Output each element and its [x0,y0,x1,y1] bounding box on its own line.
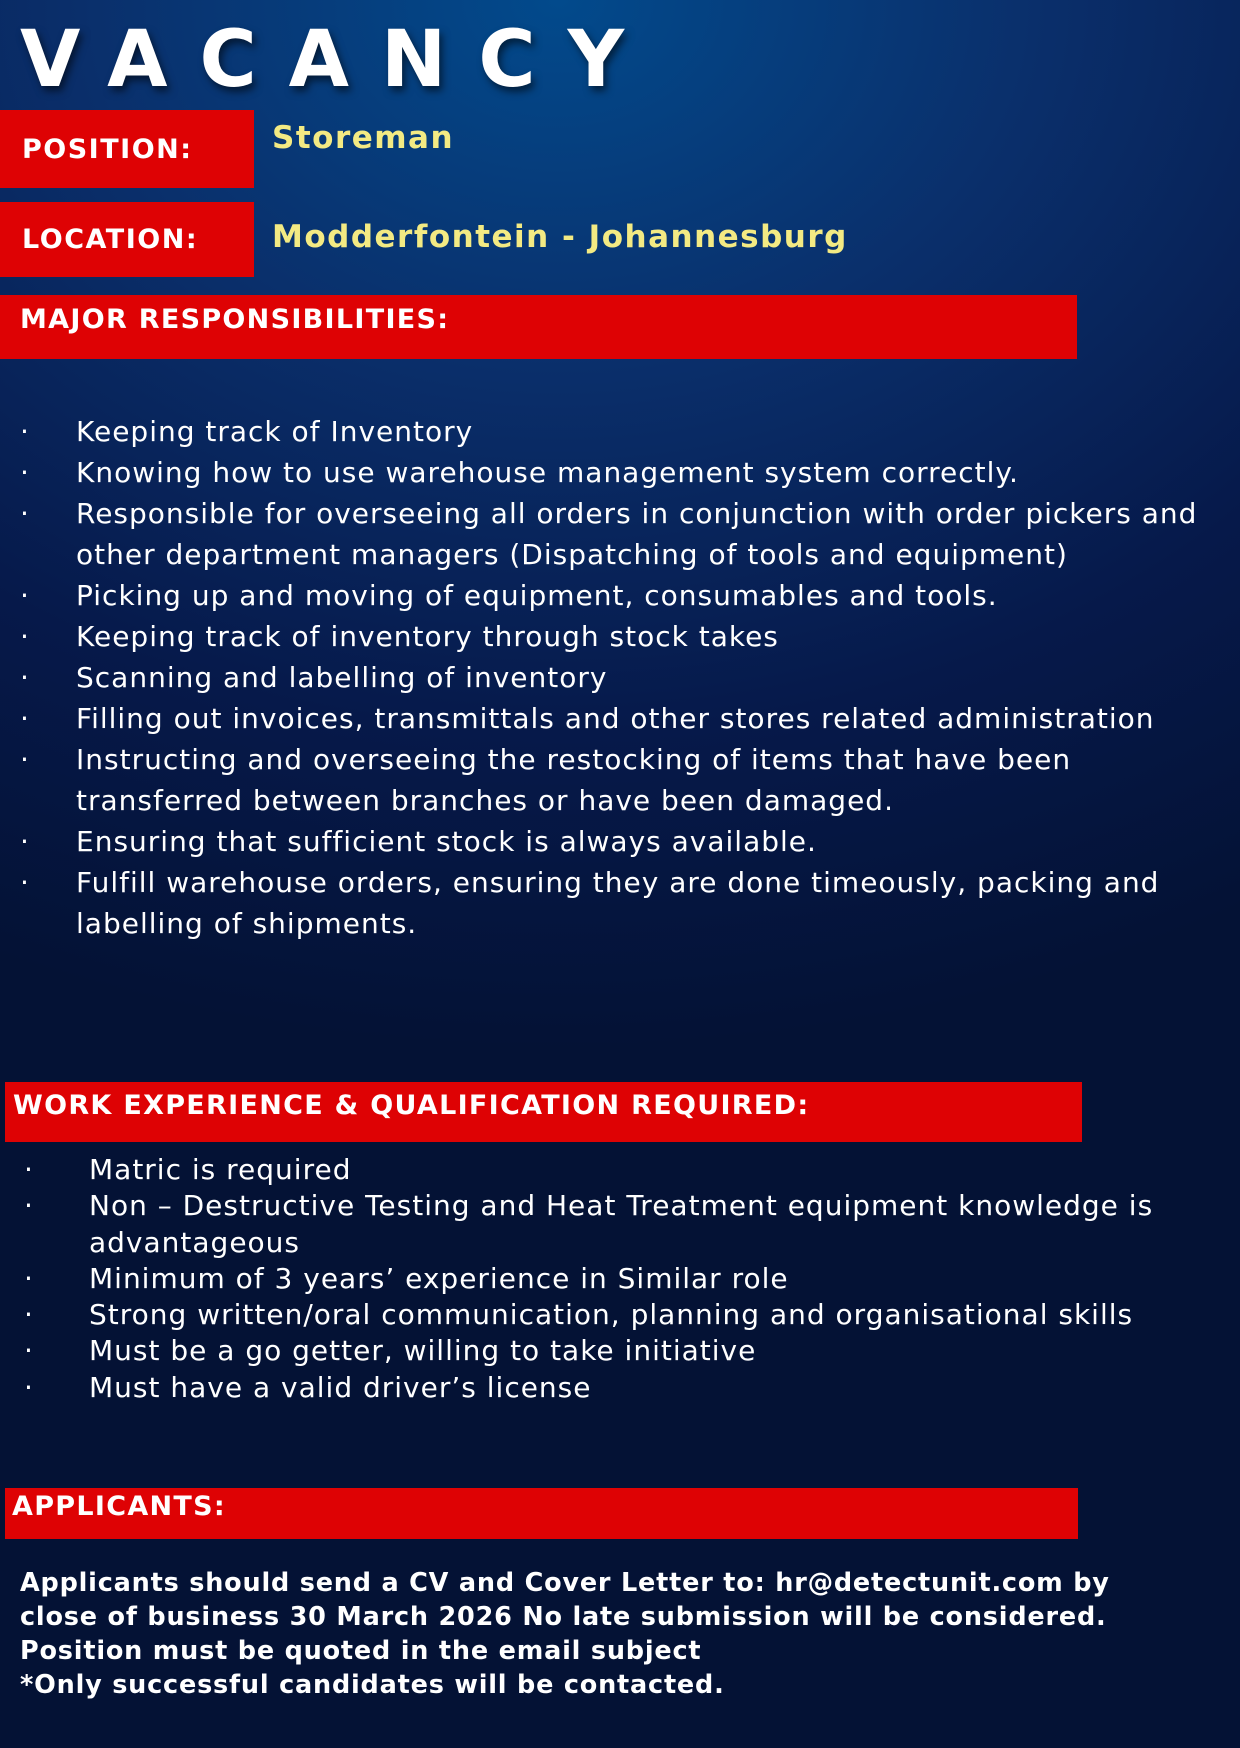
qualifications-item-text: Matric is required [89,1153,352,1186]
bullet-icon: · [20,743,30,776]
responsibilities-item [20,739,1200,821]
responsibilities-item [20,411,1200,452]
responsibilities-item-text: Picking up and moving of equipment, consumables and tools. [76,579,998,612]
responsibilities-item-text: Keeping track of Inventory [76,415,474,448]
applicants-line: *Only successful candidates will be contacted. [20,1670,725,1700]
bullet-icon: · [24,1370,34,1404]
bullet-icon: · [24,1298,34,1332]
responsibilities-heading: MAJOR RESPONSIBILITIES: [0,295,1077,359]
location-value: Modderfontein - Johannesburg [272,219,848,255]
responsibilities-item-text: Responsible for overseeing all orders in conjunction with order pickers and other department managers (Dispatching of tools and equipment) [76,497,1198,571]
bullet-icon: · [20,825,30,858]
qualifications-item-text: Strong written/oral communication, planning and organisational skills [89,1298,1134,1332]
position-value: Storeman [272,120,455,156]
bullet-icon: · [20,497,30,530]
qualifications-list [24,1152,1194,1406]
qualifications-item [24,1188,1194,1261]
responsibilities-item [20,493,1200,575]
responsibilities-item [20,452,1200,493]
bullet-icon: · [24,1189,34,1223]
responsibilities-item [20,821,1200,862]
applicants-line: close of business 30 March 2026 No late submission will be considered. [20,1602,1107,1632]
qualifications-item [24,1333,1194,1369]
qualifications-item-text: Non – Destructive Testing and Heat Treatment equipment knowledge is advantageous [89,1189,1154,1259]
bullet-icon: · [24,1153,34,1186]
bullet-icon: · [20,620,30,653]
qualifications-item-text: Must be a go getter, willing to take initiative [89,1334,757,1368]
applicants-heading: APPLICANTS: [5,1488,1078,1539]
qualifications-item-text: Minimum of 3 years’ experience in Similar role [89,1261,789,1295]
responsibilities-item [20,862,1200,944]
responsibilities-list [20,411,1200,944]
bullet-icon: · [24,1261,34,1295]
bullet-icon: · [20,579,30,612]
qualifications-item-text: Must have a valid driver’s license [89,1370,592,1404]
position-label: POSITION: [0,110,254,188]
applicants-instructions [20,1566,1230,1702]
qualifications-item [24,1152,1194,1188]
qualifications-item [24,1261,1194,1297]
applicants-line: Applicants should send a CV and Cover Letter to: hr@detectunit.com by [20,1568,1110,1598]
bullet-icon: · [24,1334,34,1368]
location-label: LOCATION: [0,202,254,277]
responsibilities-item-text: Keeping track of inventory through stock takes [76,620,779,653]
responsibilities-item [20,575,1200,616]
responsibilities-item [20,616,1200,657]
responsibilities-item-text: Fulfill warehouse orders, ensuring they are done timeously, packing and labelling of shipments. [76,866,1160,940]
applicants-line: Position must be quoted in the email subject [20,1636,702,1666]
responsibilities-item [20,698,1200,739]
bullet-icon: · [20,866,30,899]
responsibilities-item-text: Scanning and labelling of inventory [76,661,608,694]
bullet-icon: · [20,702,30,735]
page-title: VACANCY [20,15,657,105]
responsibilities-item-text: Ensuring that sufficient stock is always available. [76,825,817,858]
responsibilities-item-text: Filling out invoices, transmittals and other stores related administration [76,702,1155,735]
qualifications-item [24,1370,1194,1406]
qualifications-item [24,1297,1194,1333]
bullet-icon: · [20,415,30,448]
bullet-icon: · [20,456,30,489]
responsibilities-item [20,657,1200,698]
qualifications-heading: WORK EXPERIENCE & QUALIFICATION REQUIRED: [5,1082,1082,1142]
responsibilities-item-text: Knowing how to use warehouse management system correctly. [76,456,1019,489]
bullet-icon: · [20,661,30,694]
responsibilities-item-text: Instructing and overseeing the restocking of items that have been transferred between branches or have been damaged. [76,743,1072,817]
